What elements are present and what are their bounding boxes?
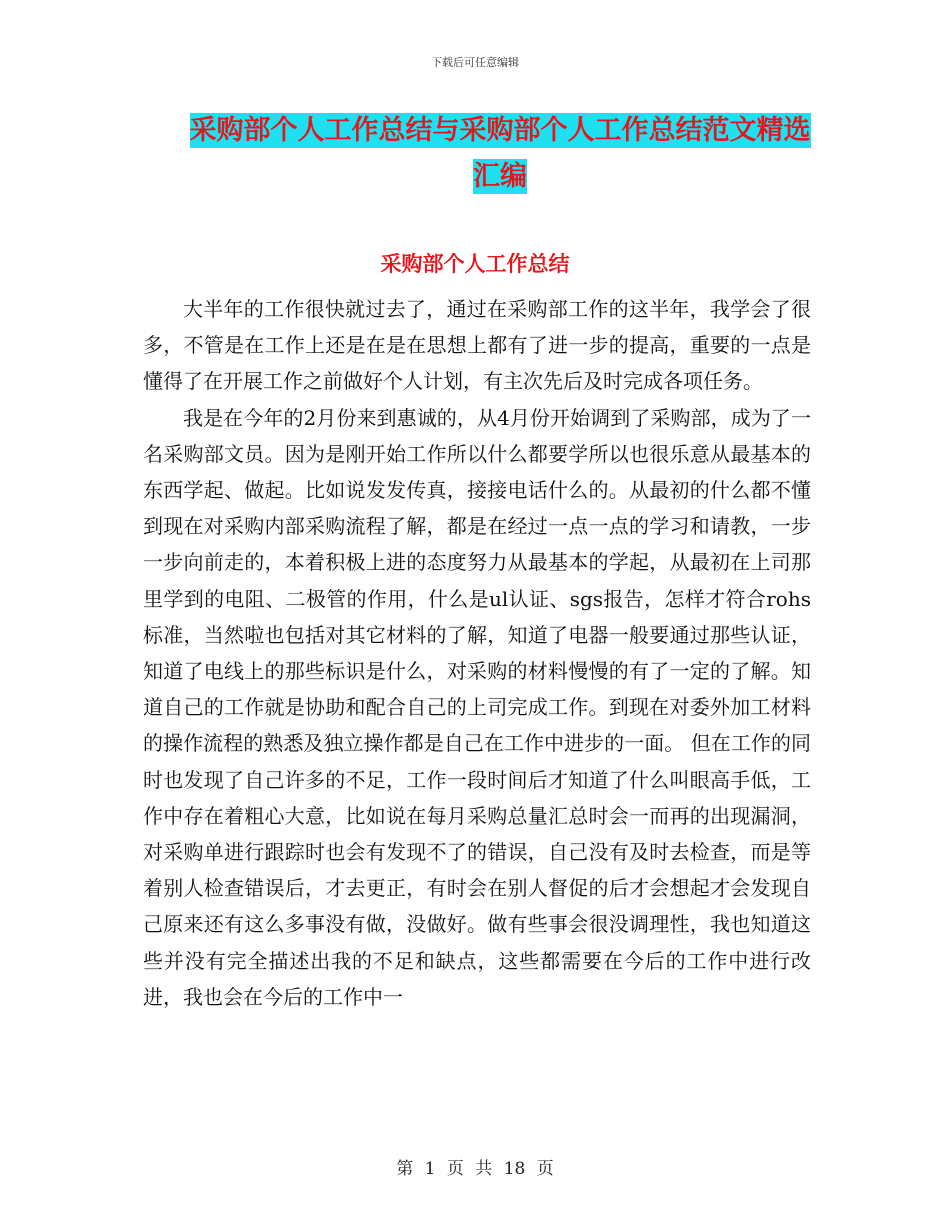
title-line-1: 采购部个人工作总结与采购部个人工作总结范文精选 [189, 115, 811, 146]
header-note: 下载后可任意编辑 [431, 56, 519, 69]
body-text [143, 291, 811, 1015]
section-title: 采购部个人工作总结 [380, 252, 570, 276]
page-footer: 第 1 页 共 18 页 [396, 1159, 554, 1179]
document-title [150, 108, 850, 200]
paragraph: 我是在今年的2月份来到惠诚的，从4月份开始调到了采购部，成为了一名采购部文员。因为是刚开始工作所以什么都要学所以也很乐意从最基本的东西学起、做起。比如说发发传真，接接电话什么的。从最初的什么都不懂到现在对采购内部采购流程了解，都是在经过一点一点的学习和请教，一步一步向前走的，本着积极上进的态度努力从最基本的学起，从最初在上司那里学到的电阻、二极管的作用，什么是ul认证、sgs报告，怎样才符合rohs标准，当然啦也包括对其它材料的了解，知道了电器一般要通过那些认证，知道了电线上的那些标识是什么，对采购的材料慢慢的有了一定的了解。知道自己的工作就是协助和配合自己的上司完成工作。到现在对委外加工材料的操作流程的熟悉及独立操作都是自己在工作中进步的一面。 但在工作的同时也发现了自己许多的不足，工作一段时间后才知道了什么叫眼高手低，工作中存在着粗心大意，比如说在每月采购总量汇总时会一而再的出现漏洞，对采购单进行跟踪时也会有发现不了的错误，自己没有及时去检查，而是等着别人检查错误后，才去更正，有时会在别人督促的后才会想起才会发现自己原来还有这么多事没有做，没做好。做有些事会很没调理性，我也知道这些并没有完全描述出我的不足和缺点，这些都需要在今后的工作中进行改进，我也会在今后的工作中一 [143, 405, 811, 1009]
paragraph: 大半年的工作很快就过去了，通过在采购部工作的这半年，我学会了很多，不管是在工作上还是在是在思想上都有了进一步的提高，重要的一点是懂得了在开展工作之前做好个人计划，有主次先后及时完成各项任务。 [143, 297, 811, 394]
title-line-2: 汇编 [473, 161, 527, 192]
